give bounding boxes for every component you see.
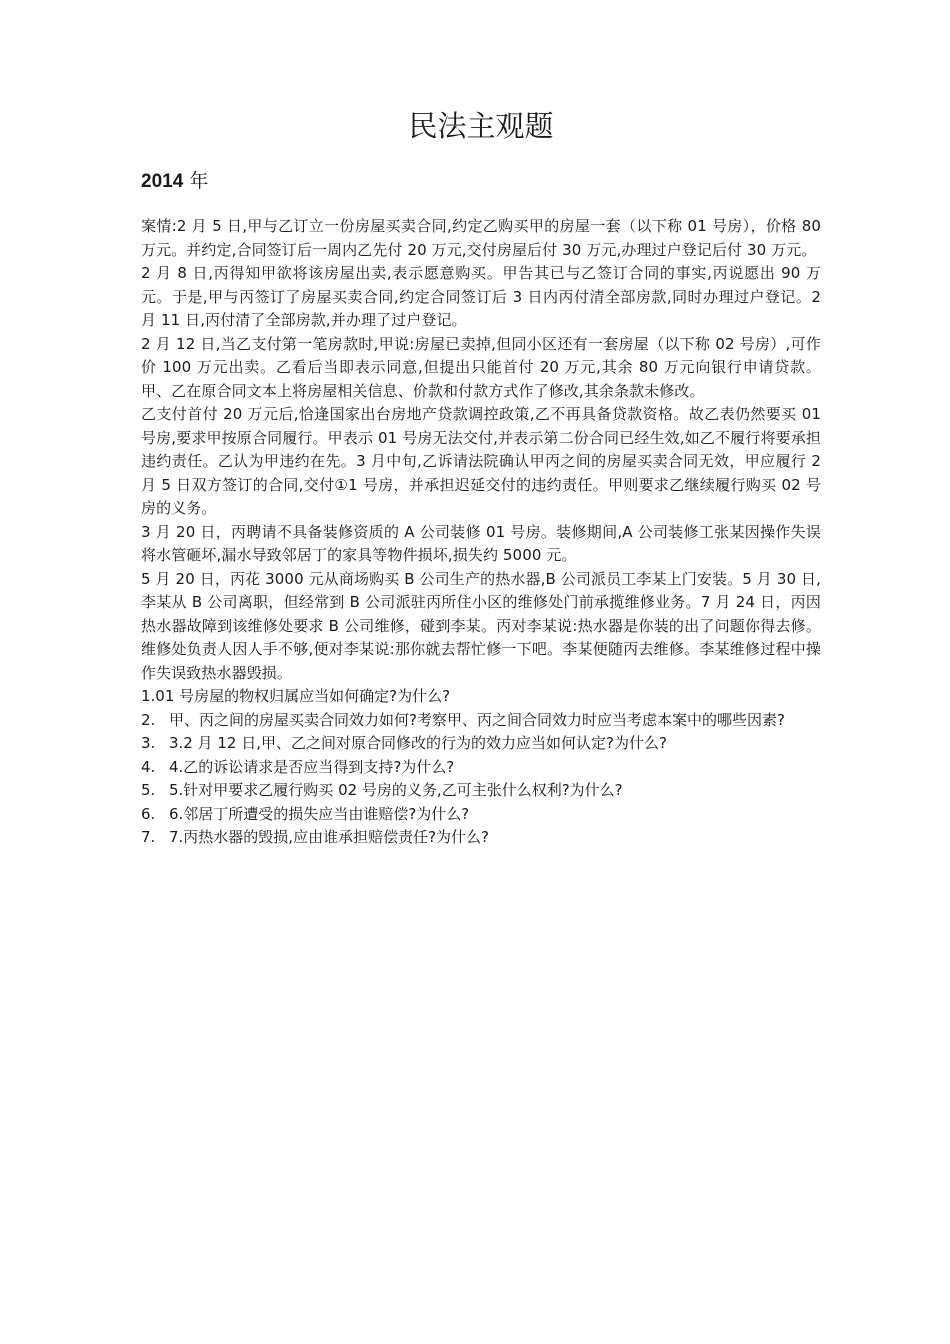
case-paragraph-6: 5 月 20 日，丙花 3000 元从商场购买 B 公司生产的热水器,B 公司派员工李某上门安装。5 月 30 日,李某从 B 公司离职，但经常到 B 公司派驻丙所住小区的维修处门前承揽维修业务。7 月 24 日，丙因热水器故障到该维修处要求 B 公司维修，碰到李某。丙对李某说:热水器是你装的出了问题你得去修。维修处负责人因人手不够,便对李某说:那你就去帮忙修一下吧。李某便随丙去维修。李某维修过程中操作失误致热水器毁损。 — [141, 569, 821, 682]
case-paragraph-5: 3 月 20 日，丙聘请不具备装修资质的 A 公司装修 01 号房。装修期间,A 公司装修工张某因操作失误将水管砸坏,漏水导致邻居丁的家具等物件损坏,损失约 5000 元。 — [141, 522, 821, 564]
question-text: 5.针对甲要求乙履行购买 02 号房的义务,乙可主张什么权利?为什么? — [169, 781, 623, 799]
question-2 — [141, 709, 821, 733]
question-6 — [141, 803, 821, 827]
question-number: 5. — [141, 781, 156, 799]
year-number: 2014 — [141, 171, 184, 192]
page-title: 民法主观题 — [408, 109, 554, 143]
question-text: 7.丙热水器的毁损,应由谁承担赔偿责任?为什么? — [169, 828, 490, 846]
question-7 — [141, 826, 821, 850]
case-paragraph-1: 案情:2 月 5 日,甲与乙订立一份房屋买卖合同,约定乙购买甲的房屋一套（以下称 01 号房），价格 80 万元。并约定,合同签订后一周内乙先付 20 万元,交付房屋后付 30 万元,办理过户登记后付 30 万元。 — [141, 217, 821, 259]
question-4 — [141, 756, 821, 780]
question-number: 2. — [141, 710, 156, 729]
document-page — [141, 100, 821, 850]
question-number: 4. — [141, 757, 156, 776]
question-5 — [141, 779, 821, 803]
question-text: 甲、丙之间的房屋买卖合同效力如何?考察甲、丙之间合同效力时应当考虑本案中的哪些因素? — [169, 710, 785, 729]
case-paragraph-2: 2 月 8 日,丙得知甲欲将该房屋出卖,表示愿意购买。甲告其已与乙签订合同的事实,丙说愿出 90 万元。于是,甲与丙签订了房屋买卖合同,约定合同签订后 3 日内丙付清全部房款,同时办理过户登记。2 月 11 日,丙付清了全部房款,并办理了过户登记。 — [141, 264, 821, 329]
question-number: 3. — [141, 734, 156, 752]
question-number: 6. — [141, 804, 156, 823]
question-1: 1.01 号房屋的物权归属应当如何确定?为什么? — [141, 687, 451, 705]
question-text: 6.邻居丁所遭受的损失应当由谁赔偿?为什么? — [169, 804, 470, 823]
case-body — [141, 215, 821, 850]
question-text: 4.乙的诉讼请求是否应当得到支持?为什么? — [169, 757, 455, 776]
year-suffix: 年 — [189, 170, 209, 192]
case-paragraph-4: 乙支付首付 20 万元后,恰逢国家出台房地产贷款调控政策,乙不再具备贷款资格。故乙表仍然要买 01 号房,要求甲按原合同履行。甲表示 01 号房无法交付,并表示第二份合同已经生效,如乙不履行将要承担违约责任。乙认为甲违约在先。3 月中旬,乙诉请法院确认甲丙之间的房屋买卖合同无效，甲应履行 2 月 5 日双方签订的合同,交付①1 号房，并承担迟延交付的违约责任。甲则要求乙继续履行购买 02 号房的义务。 — [141, 405, 821, 517]
question-number: 7. — [141, 828, 156, 846]
question-3 — [141, 732, 821, 756]
year-heading — [141, 166, 821, 197]
case-paragraph-3: 2 月 12 日,当乙支付第一笔房款时,甲说:房屋已卖掉,但同小区还有一套房屋（以下称 02 号房）,可作价 100 万元出卖。乙看后当即表示同意,但提出只能首付 20 万元,其余 80 万元向银行申请贷款。甲、乙在原合同文本上将房屋相关信息、价款和付款方式作了修改,其余条款未修改。 — [141, 334, 821, 400]
question-text: 3.2 月 12 日,甲、乙之间对原合同修改的行为的效力应当如何认定?为什么? — [169, 734, 667, 752]
